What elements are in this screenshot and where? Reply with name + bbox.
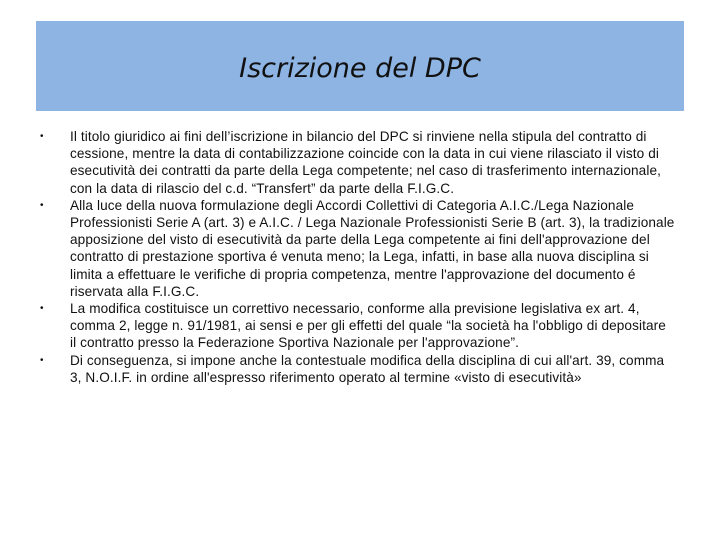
bullet-text-4: Di conseguenza, si impone anche la contestuale modifica della disciplina di cui all'art. 39, comma 3, N.O.I.F. in ordine all'espresso riferimento operato al termine «visto di esecutività» [70, 352, 665, 385]
bullet-icon: • [40, 131, 44, 142]
bullet-item-3 [36, 300, 684, 352]
bullet-item-4 [36, 352, 684, 386]
bullet-item-2 [36, 197, 684, 300]
title-bar [36, 21, 684, 111]
bullet-icon: • [40, 354, 44, 366]
bullet-list [36, 128, 684, 386]
bullet-item-1 [36, 128, 684, 197]
slide-title: Iscrizione del DPC [239, 53, 481, 84]
bullet-text-3: La modifica costituisce un correttivo necessario, conforme alla previsione legislativa ex art. 4, comma 2, legge n. 91/1981, ai sensi e per gli effetti del quale “la società ha l'obbligo di depositare il contratto presso la Federazione Sportiva Nazionale per l'approvazione”. [70, 301, 666, 351]
bullet-text-2: Alla luce della nuova formulazione degli Accordi Collettivi di Categoria A.I.C./Lega Nazionale Professionisti Serie A (art. 3) e A.I.C. / Lega Nazionale Professionisti Serie B (art. 3), la tradizionale apposizione del visto di esecutività da parte della Lega competente ai fini dell'approvazione del contratto di prestazione sportiva é venuta meno; la Lega, infatti, in base alla nuova disciplina si limita a effettuare le verifiche di propria competenza, mentre l'approvazione del documento é riservata alla F.I.G.C. [70, 197, 675, 299]
bullet-text-1: Il titolo giuridico ai fini dell’iscrizione in bilancio del DPC si rinviene nella stipula del contratto di cessione, mentre la data di contabilizzazione coincide con la data in cui viene rilasciato il visto di esecutività dei contratti da parte della Lega competente; nel caso di trasferimento internazionale, con la data di rilascio del c.d. “Transfert” da parte della F.I.G.C. [70, 129, 661, 196]
bullet-icon: • [40, 303, 44, 315]
bullet-icon: • [40, 199, 44, 211]
